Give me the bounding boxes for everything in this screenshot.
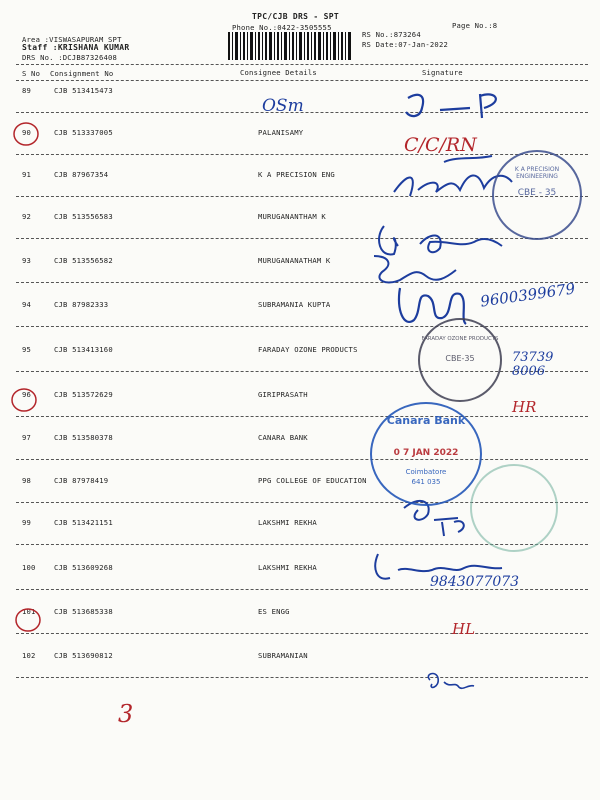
row-consignee: MURUGANANTHAM K [258, 212, 326, 221]
signature-row102 [422, 668, 482, 698]
precision-stamp [492, 150, 582, 240]
row90-note: C/C/RN [404, 134, 477, 156]
row-consignment: CJB 513556583 [54, 212, 113, 221]
staff-label: Staff :KRISHANA KUMAR [22, 43, 130, 52]
college-stamp [470, 464, 558, 552]
table-row [0, 607, 600, 621]
row-consignment: CJB 513685338 [54, 607, 113, 616]
table-row [0, 390, 600, 404]
row-divider [16, 326, 588, 327]
row-sno: 98 [22, 476, 32, 485]
canara-bank-stamp [370, 402, 482, 506]
col-header-consignee: Consignee Details [240, 68, 317, 77]
row94-phone: 9600399679 [479, 279, 577, 311]
col-header-signature: Signature [422, 68, 463, 77]
row96-note: HR [512, 398, 537, 416]
row-divider [16, 677, 588, 678]
rs-number: RS No.:873264 [362, 30, 421, 39]
col-header-sno: S No [22, 69, 41, 78]
row-consignee: SUBRAMANIAN [258, 651, 308, 660]
row96-circle [8, 386, 40, 414]
row-sno: 93 [22, 256, 32, 265]
row-divider [16, 416, 588, 417]
row-consignee: K A PRECISION ENG [258, 170, 335, 179]
page-mark: 3 [118, 700, 134, 728]
row-divider [16, 371, 588, 372]
row-sno: 99 [22, 518, 32, 527]
row95-note: 73739 [512, 350, 554, 365]
row-consignment: CJB 513609268 [54, 563, 113, 572]
row-consignee: LAKSHMI REKHA [258, 518, 317, 527]
row-consignment: CJB 513690812 [54, 651, 113, 660]
row-consignee: PALANISAMY [258, 128, 304, 137]
row-sno: 102 [22, 651, 36, 660]
row-consignee: GIRIPRASATH [258, 390, 308, 399]
row-sno: 90 [22, 128, 32, 137]
row101-note: HL [452, 620, 476, 638]
row-sno: 95 [22, 345, 32, 354]
row-consignment: CJB 513580378 [54, 433, 113, 442]
canara-stamp-bank: Canara Bank [386, 414, 466, 427]
faraday-stamp [418, 318, 502, 402]
row90-circle [10, 120, 42, 148]
col-header-consignment: Consignment No [50, 69, 114, 78]
row-consignee: PPG COLLEGE OF EDUCATION [258, 476, 367, 485]
row-consignee: ES ENGG [258, 607, 290, 616]
row-consignee: FARADAY OZONE PRODUCTS [258, 345, 358, 354]
row-sno: 92 [22, 212, 32, 221]
table-row [0, 433, 600, 447]
row-divider [16, 459, 588, 460]
row-sno: 100 [22, 563, 36, 572]
row-consignee: LAKSHMI REKHA [258, 563, 317, 572]
row-consignment: CJB 513413160 [54, 345, 113, 354]
header-divider-bottom [16, 80, 588, 81]
table-row [0, 345, 600, 359]
canara-stamp-city: Coimbatore [405, 468, 447, 476]
row-sno: 96 [22, 390, 32, 399]
area-label: Area :VISWASAPURAM SPT [22, 35, 122, 44]
row100-phone: 9843077073 [430, 574, 520, 590]
row-consignee: CANARA BANK [258, 433, 308, 442]
row-consignment: CJB 87982333 [54, 300, 109, 309]
row-consignment: CJB 87978419 [54, 476, 109, 485]
faraday-stamp-line2: CBE-35 [445, 354, 475, 363]
table-row [0, 128, 600, 142]
row-divider [16, 282, 588, 283]
report-title: TPC/CJB DRS - SPT [252, 12, 339, 21]
row89-note: OSm [262, 96, 304, 116]
signature-row89 [400, 88, 530, 124]
row95-note2: 8006 [512, 364, 546, 379]
row-sno: 97 [22, 433, 32, 442]
row-consignment: CJB 87967354 [54, 170, 109, 179]
row-sno: 101 [22, 607, 36, 616]
precision-stamp-line1: K A PRECISION ENGINEERING [514, 166, 560, 180]
canara-stamp-pin: 641 035 [411, 478, 441, 486]
rs-date: RS Date:07-Jan-2022 [362, 40, 449, 49]
faraday-stamp-line1: FARADAY OZONE PRODUCTS [421, 336, 499, 342]
header-divider-top [16, 64, 588, 65]
table-row [0, 651, 600, 665]
row-sno: 91 [22, 170, 32, 179]
phone-number: Phone No.:0422-3505555 [232, 23, 332, 32]
drs-number: DRS No. :DCJB87326408 [22, 53, 118, 62]
row-consignment: CJB 513556582 [54, 256, 113, 265]
row-consignment: CJB 513421151 [54, 518, 113, 527]
row-consignee: MURUGANANATHAM K [258, 256, 331, 265]
row-consignment: CJB 513572629 [54, 390, 113, 399]
barcode [228, 32, 354, 60]
row-consignee: SUBRAMANIA KUPTA [258, 300, 331, 309]
row-sno: 94 [22, 300, 32, 309]
row-consignment: CJB 513337005 [54, 128, 113, 137]
row101-circle [12, 606, 44, 634]
page-number: Page No.:8 [452, 21, 498, 30]
row-sno: 89 [22, 86, 32, 95]
precision-stamp-line2: CBE - 35 [517, 188, 557, 198]
row-consignment: CJB 513415473 [54, 86, 113, 95]
row-divider [16, 633, 588, 634]
canara-stamp-date: 0 7 JAN 2022 [393, 448, 459, 458]
